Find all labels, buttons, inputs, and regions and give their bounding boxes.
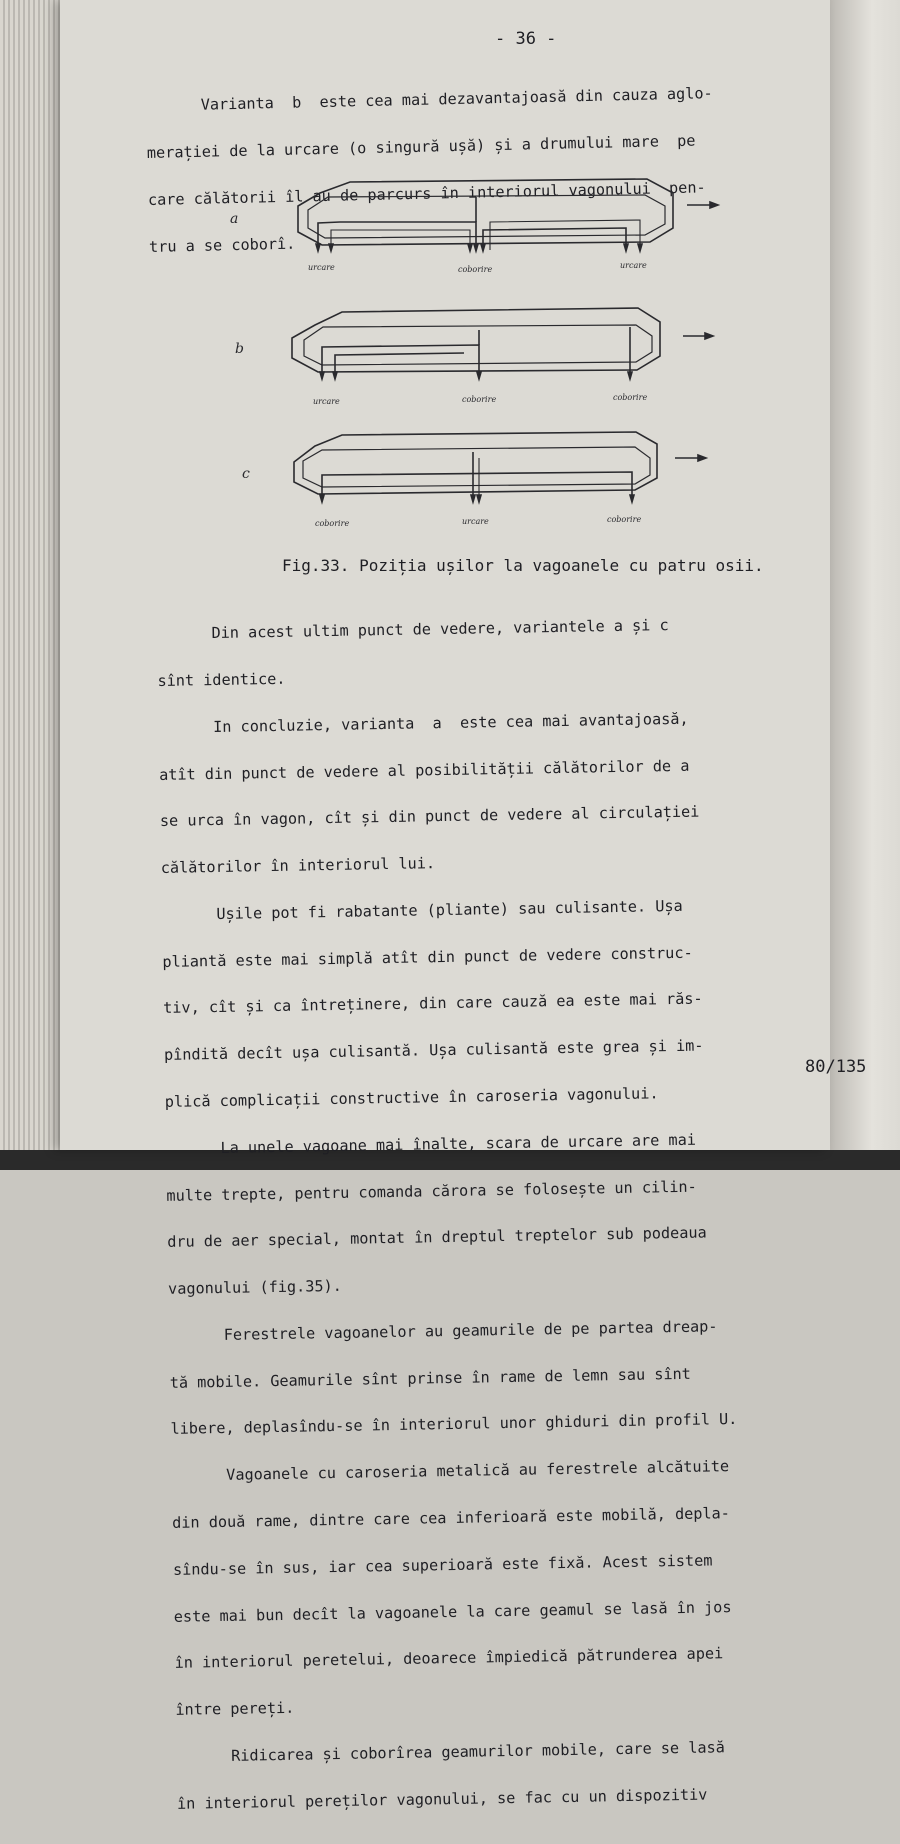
variant-letter-c: c — [242, 466, 250, 482]
text-line: pliantă este mai simplă atît din punct de vedere construc- — [162, 943, 693, 971]
wagon-diagram-b — [292, 308, 713, 379]
door-label: urcare — [313, 397, 340, 406]
text-line: plică complicații constructive în caroseria vagonului. — [164, 1084, 659, 1111]
text-line: din două rame, dintre care cea inferioară este mobilă, depla- — [172, 1504, 731, 1532]
door-label: urcare — [620, 261, 647, 270]
page-number: - 36 - — [495, 29, 557, 49]
text-line: Vagoanele cu caroseria metalică au ferestrele alcătuite — [171, 1457, 730, 1486]
text-line: atît din punct de vedere al posibilității călătorilor de a — [158, 756, 690, 784]
text-line: se urca în vagon, cît și din punct de vedere al circulației — [159, 802, 700, 831]
figure-caption: Fig.33. Poziția ușilor la vagoanele cu patru osii. — [282, 556, 764, 575]
text-line: libere, deplasîndu-se în interiorul unor ghiduri din profil U. — [170, 1410, 738, 1439]
text-line: merației de la urcare (o singură ușă) și a drumului mare pe — [146, 131, 696, 162]
text-line: sîndu-se în sus, iar cea superioară este fixă. Acest sistem — [172, 1551, 713, 1579]
text-line: pîndită decît ușa culisantă. Ușa culisantă este grea și im- — [163, 1036, 704, 1065]
door-label: coborire — [315, 519, 350, 528]
door-label: coborire — [607, 515, 642, 524]
text-line: sînt identice. — [157, 669, 286, 690]
text-line: care călătorii îl au de parcurs în interiorul vagonului pen- — [147, 178, 706, 209]
text-line: călătorilor în interiorul lui. — [160, 854, 436, 878]
variant-letter-a: a — [230, 211, 239, 227]
text-line: este mai bun decît la vagoanele la care geamul se lasă în jos — [173, 1597, 732, 1626]
door-position-figure — [60, 0, 830, 560]
text-line: La unele vagoane mai înalte, scara de urcare are mai — [165, 1130, 697, 1158]
door-label: coborire — [462, 395, 497, 404]
text-line: Ridicarea și coborîrea geamurilor mobile, care se lasă — [176, 1738, 725, 1766]
text-line: între pereți. — [175, 1698, 295, 1719]
door-label: coborire — [458, 265, 493, 274]
variant-letter-b: b — [235, 341, 244, 357]
body-paragraphs — [156, 586, 745, 1843]
text-line: multe trepte, pentru comanda cărora se folosește un cilin- — [166, 1177, 697, 1205]
document-page — [60, 0, 867, 1813]
text-line: tru a se coborî. — [148, 234, 296, 256]
wagon-diagram-a — [298, 179, 718, 251]
text-line: Varianta b este cea mai dezavantajoasă din cauza aglo- — [145, 84, 713, 116]
folio-number: 80/135 — [805, 1057, 867, 1077]
text-line: Ușile pot fi rabatante (pliante) sau culisante. Ușa — [161, 896, 683, 924]
text-line: In concluzie, varianta a este cea mai avantajoasă, — [158, 709, 689, 737]
text-line: în interiorul peretelui, deoarece împiedică pătrunderea apei — [174, 1644, 724, 1673]
door-label: urcare — [308, 263, 335, 272]
text-line: dru de aer special, montat în dreptul treptelor sub podeaua — [167, 1223, 707, 1252]
door-label: coborire — [613, 393, 648, 402]
wagon-diagram-c — [294, 432, 706, 502]
text-line: Din acest ultim punct de vedere, variantele a și c — [156, 616, 669, 644]
door-label: urcare — [462, 517, 489, 526]
text-line: Ferestrele vagoanelor au geamurile de pe partea dreap- — [168, 1317, 718, 1345]
text-line: în interiorul pereților vagonului, se fac cu un dispozitiv — [176, 1785, 708, 1813]
text-line: vagonului (fig.35). — [167, 1276, 342, 1299]
text-line: tiv, cît și ca întreținere, din care cauză ea este mai răs- — [163, 989, 703, 1018]
background-right — [830, 0, 900, 1170]
text-line: tă mobile. Geamurile sînt prinse în rame de lemn sau sînt — [169, 1364, 692, 1392]
